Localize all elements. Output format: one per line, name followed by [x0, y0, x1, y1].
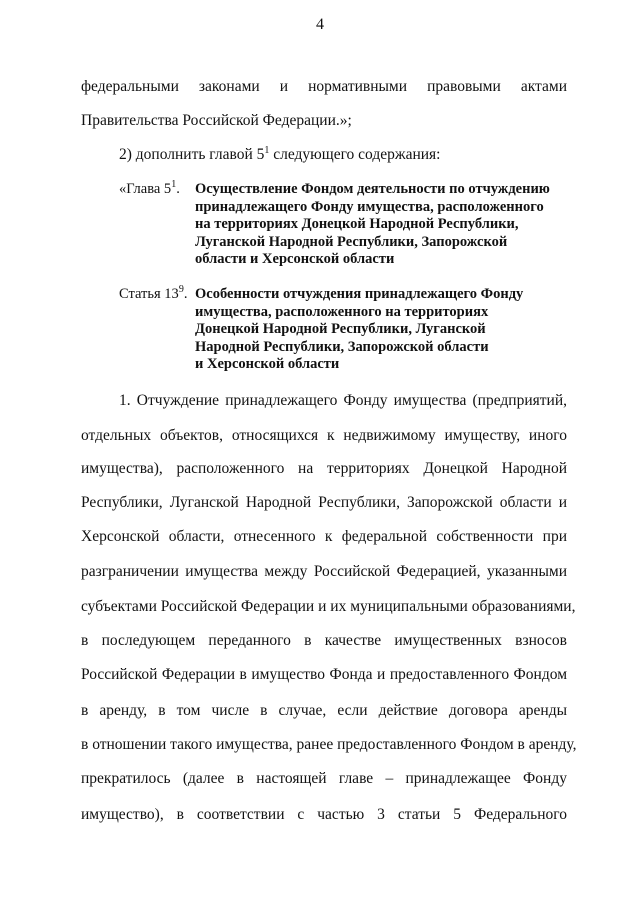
text-line: в последующем переданного в качестве имущественных взносов [81, 632, 567, 649]
text-line: Республики, Луганской Народной Республики, Запорожской области и [81, 494, 567, 511]
text-line: 1. Отчуждение принадлежащего Фонду имущества (предприятий, [119, 392, 567, 409]
title-line: Луганской Народной Республики, Запорожской [195, 233, 508, 250]
article-label-text: Статья 13 [119, 286, 179, 302]
title-line: области и Херсонской области [195, 251, 395, 267]
text-line: в отношении такого имущества, ранее предоставленного Фондом в аренду, [81, 736, 577, 753]
text-line: отдельных объектов, относящихся к недвижимому имуществу, иного [81, 427, 567, 444]
chapter-label-dot: . [176, 181, 180, 197]
text-line: разграничении имущества между Российской Федерацией, указанными [81, 563, 567, 580]
text-line: в аренду, в том числе в случае, если действие договора аренды [81, 702, 567, 719]
title-line: имущества, расположенного на территориях [195, 303, 489, 320]
title-line: на территориях Донецкой Народной Республики, [195, 216, 519, 232]
title-line: Особенности отчуждения принадлежащего Фонду [195, 286, 524, 302]
article-label-sup: 9 [178, 284, 184, 295]
title-line: Осуществление Фондом деятельности по отчуждению [195, 181, 550, 197]
title-line: Народной Республики, Запорожской области [195, 338, 489, 355]
text-line: Правительства Российской Федерации.»; [81, 112, 352, 129]
item-superscript: 1 [264, 145, 270, 156]
amendment-item [119, 145, 559, 165]
text-line: имущество), в соответствии с частью 3 статьи 5 Федерального [81, 806, 567, 823]
article-title [195, 286, 523, 374]
page-number: 4 [316, 16, 324, 33]
text-line: федеральными законами и нормативными правовыми актами [81, 78, 567, 95]
text-line: Российской Федерации в имущество Фонда и предоставленного Фондом [81, 666, 567, 683]
text-line: прекратилось (далее в настоящей главе – принадлежащее Фонду [81, 770, 567, 787]
article-label-dot: . [183, 286, 188, 302]
text-line: Херсонской области, отнесенного к федеральной собственности при [81, 528, 567, 545]
title-line: Донецкой Народной Республики, Луганской [195, 321, 486, 337]
chapter-label-sup: 1 [171, 179, 177, 190]
article-label [119, 286, 187, 304]
text-line: субъектами Российской Федерации и их муниципальными образованиями, [81, 598, 576, 615]
item-text: 2) дополнить главой 5 [119, 146, 265, 163]
chapter-label [119, 181, 180, 199]
chapter-label-text: «Глава 5 [119, 181, 172, 197]
item-text: следующего содержания: [269, 146, 441, 163]
text-line: имущества), расположенного на территориях Донецкой Народной [81, 460, 567, 477]
title-line: и Херсонской области [195, 356, 340, 372]
chapter-title [195, 181, 550, 269]
title-line: принадлежащего Фонду имущества, расположенного [195, 198, 544, 215]
